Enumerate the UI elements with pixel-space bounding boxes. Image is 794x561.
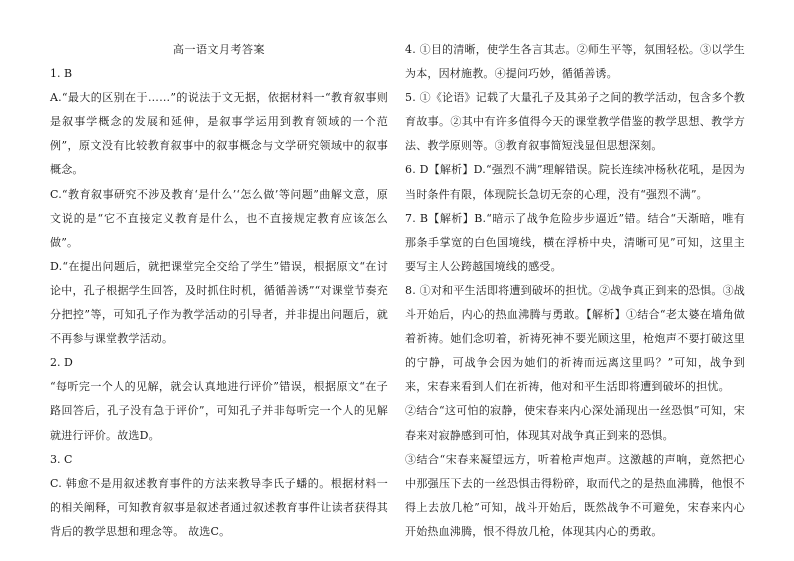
answer-8-part-3: ③结合“宋春来凝望远方，听着枪声炮声。这激越的声响，竟然把心中那强压下去的一丝恐惧击得粉碎，取而代之的是热血沸腾，他恨不得上去放几枪”可知，战斗开始后，既然战争不可避免，宋春来内心开始热血沸腾，恨不得放几枪，体现其内心的勇敢。	[405, 452, 745, 538]
answer-1-heading: 1. B	[50, 67, 73, 81]
answer-3-explanation: C. 韩愈不是用叙述教育事件的方法来教导李氏子蟠的。根据材料一的相关阐释，可知教育叙事是叙述者通过叙述教育事件让读者获得其背后的教学思想和理念等。 故选C。	[50, 476, 388, 538]
answer-1-option-c: C.“教育叙事研究不涉及教育‘是什么’‘怎么做’等问题”曲解文意，原文说的是“它不直接定义教育是什么，也不直接规定教育应该怎么做”。	[50, 187, 388, 249]
answer-2-heading: 2. D	[50, 356, 73, 370]
answer-1-option-d: D.“在提出问题后，就把课堂完全交给了学生”错误，根据原文“在讨论中，孔子根据学生回答，及时抓住时机，循循善诱”“对课堂节奏充分把控”等，可知孔子作为教学活动的引导者，并非提出问题后，就不再参与课堂教学活动。	[50, 259, 388, 346]
answer-8-part-2: ②结合“这可怕的寂静，使宋春来内心深处涌现出一丝恐惧”可知，宋春来对寂静感到可怕，体现其对战争真正到来的恐惧。	[405, 404, 745, 442]
answer-8: 8. ①对和平生活即将遭到破坏的担忧。②战争真正到来的恐惧。③战斗开始后，内心的热血沸腾与勇敢。【解析】①结合“老太婆在墙角做着祈祷。她们念叨着，祈祷死神不要光顾这里，枪炮声不要打破这里的宁静，可战争会因为她们的祈祷而远离这里吗？”可知，战争到来，宋春来看到人们在祈祷，他对和平生活即将遭到破坏的担忧。	[405, 283, 745, 394]
answer-1-option-a: A.“最大的区别在于……”的说法于文无据，依据材料一“教育叙事则是叙事学概念的发展和延伸，是叙事学运用到教育领域的一个范例”，原文没有比较教育叙事中的叙事概念与文学研究领域中的叙事概念。	[50, 91, 388, 177]
answer-5: 5. ①《论语》记载了大量孔子及其弟子之间的教学活动，包含多个教育故事。②其中有许多值得今天的课堂教学借鉴的教学思想、教学方法、教学原则等。③教育叙事简短浅显但思想深刻。	[405, 91, 745, 153]
answer-4: 4. ①目的清晰，使学生各言其志。②师生平等，氛围轻松。③以学生为本，因材施教。④提问巧妙，循循善诱。	[405, 43, 745, 81]
answer-2-explanation: “每听完一个人的见解，就会认真地进行评价”错误，根据原文“在子路回答后，孔子没有急于评价”，可知孔子并非每听完一个人的见解就进行评价。故选D。	[50, 380, 388, 442]
page-title: 高一语文月考答案	[173, 43, 265, 56]
answer-3-heading: 3. C	[50, 452, 73, 466]
left-column	[50, 38, 388, 544]
answer-6: 6. D【解析】D.“强烈不满”理解错误。院长连续冲杨秋花吼，是因为当时条件有限，体现院长急切无奈的心理，没有“强烈不满”。	[405, 163, 745, 201]
answer-7: 7. B【解析】B.“暗示了战争危险步步逼近”错。结合“天渐暗，唯有那条手掌宽的白色国境线，横在浮桥中央，清晰可见”可知，这里主要写主人公跨越国境线的感受。	[405, 211, 745, 273]
right-column	[405, 38, 745, 544]
